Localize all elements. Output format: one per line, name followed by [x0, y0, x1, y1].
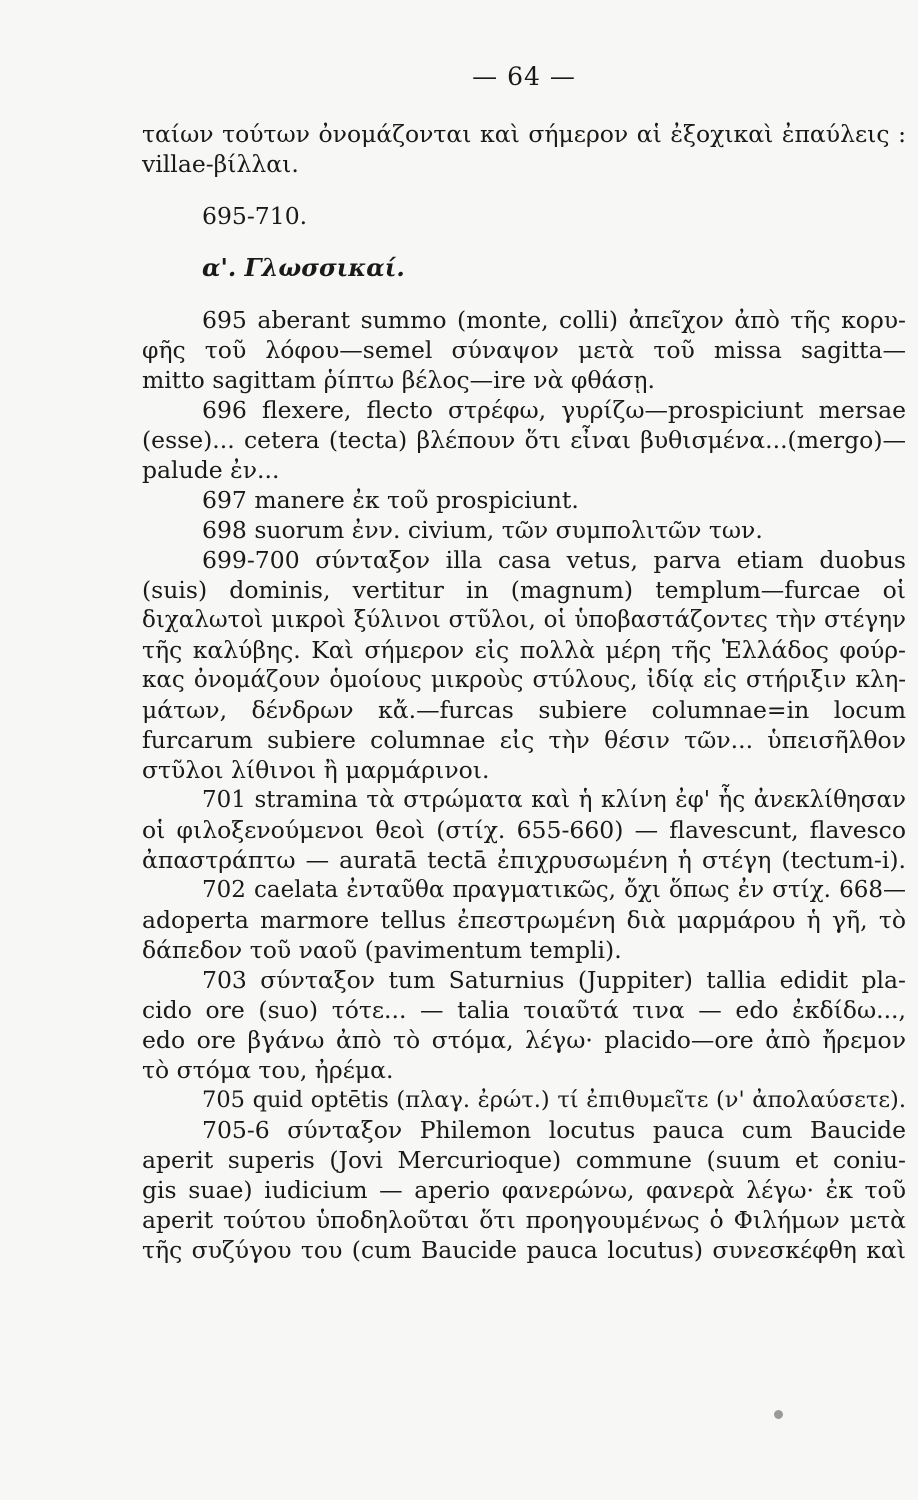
- note-line: (esse)... cetera (tecta) βλέπουν ὅτι εἶναι βυθισμένα...(mergo)—: [142, 426, 906, 454]
- note-line: 696 flexere, flecto στρέφω, γυρίζω—prospiciunt mersae: [202, 396, 906, 424]
- note-line: μάτων, δένδρων κἄ.—furcas subiere columnae=in locum: [142, 696, 906, 724]
- note-line: (suis) dominis, vertitur in (magnum) templum—furcae οἱ: [142, 576, 906, 604]
- note-line: 697 manere ἐκ τοῦ prospiciunt.: [202, 486, 579, 514]
- note-line: 701 stramina τὰ στρώματα καὶ ἡ κλίνη ἐφ' ἧς ἀνεκλίθησαν: [202, 787, 906, 813]
- text-line: ταίων τούτων ὀνομάζονται καὶ σήμερον αἱ ἐξοχικαὶ ἐπαύλεις :: [142, 120, 906, 148]
- note-line: στῦλοι λίθινοι ἢ μαρμάρινοι.: [142, 756, 490, 784]
- intro-block: [142, 119, 906, 179]
- note-line: 698 suorum ἐνν. civium, τῶν συμπολιτῶν των.: [202, 516, 763, 544]
- note-line: ἀπαστράπτω — auratā tectā ἐπιχρυσωμένη ἡ στέγη (tectum-i).: [142, 846, 906, 874]
- text-line: villae-βίλλαι.: [142, 150, 299, 178]
- note-line: 699-700 σύνταξον illa casa vetus, parva etiam duobus: [202, 546, 906, 574]
- note-line: adoperta marmore tellus ἐπεστρωμένη διὰ μαρμάρου ἡ γῆ, τὸ: [142, 906, 906, 934]
- note-line: τὸ στόμα του, ἠρέμα.: [142, 1056, 394, 1084]
- note-line: 703 σύνταξον tum Saturnius (Juppiter) tallia edidit pla-: [202, 966, 906, 994]
- note-line: 705-6 σύνταξον Philemon locutus pauca cum Baucide: [202, 1116, 906, 1144]
- note-line: δάπεδον τοῦ ναοῦ (pavimentum templi).: [142, 936, 622, 964]
- note-line: palude ἐν...: [142, 456, 280, 484]
- note-line: aperit τούτου ὑποδηλοῦται ὅτι προηγουμένως ὁ Φιλήμων μετὰ: [142, 1206, 906, 1234]
- note-line: edo ore βγάνω ἀπὸ τὸ στόμα, λέγω· placido—ore ἀπὸ ἤρεμον: [142, 1026, 906, 1054]
- note-line: mitto sagittam ῥίπτω βέλος—ire νὰ φθάσῃ.: [142, 366, 655, 394]
- section-range: 695-710.: [202, 202, 308, 230]
- note-line: cido ore (suo) τότε... — talia τοιαῦτά τινα — edo ἐκδίδω...,: [142, 996, 906, 1024]
- page-number: — 64 —: [472, 62, 576, 91]
- note-line: aperit superis (Jovi Mercurioque) commune (suum et coniu-: [142, 1146, 906, 1174]
- note-line: τῆς συζύγου του (cum Baucide pauca locutus) συνεσκέφθη καὶ: [142, 1236, 906, 1264]
- notes-block: [142, 305, 906, 1265]
- note-line: τῆς καλύβης. Καὶ σήμερον εἰς πολλὰ μέρη τῆς Ἑλλάδος φούρ-: [142, 636, 906, 664]
- note-line: furcarum subiere columnae εἰς τὴν θέσιν τῶν... ὑπεισῆλθον: [142, 726, 906, 754]
- note-line: 702 caelata ἐνταῦθα πραγματικῶς, ὄχι ὅπως ἐν στίχ. 668—: [202, 877, 906, 903]
- note-line: διχαλωτοὶ μικροὶ ξύλινοι στῦλοι, οἱ ὑποβαστάζοντες τὴν στέγην: [142, 607, 906, 633]
- note-line: φῆς τοῦ λόφου—semel σύναψον μετὰ τοῦ missa sagitta—: [142, 336, 906, 364]
- note-line: οἱ φιλοξενούμενοι θεοὶ (στίχ. 655-660) — flavescunt, flavesco: [142, 816, 906, 844]
- ink-speck: [774, 1410, 783, 1419]
- section-heading: α'. Γλωσσικαί.: [202, 253, 405, 282]
- note-line: 705 quid optētis (πλαγ. ἐρώτ.) τί ἐπιθυμεῖτε (ν' ἀπολαύσετε).: [202, 1087, 906, 1113]
- note-line: κας ὀνομάζουν ὁμοίους μικροὺς στύλους, ἰδίᾳ εἰς στήριξιν κλη-: [142, 667, 906, 693]
- note-line: 695 aberant summo (monte, colli) ἀπεῖχον ἀπὸ τῆς κορυ-: [202, 306, 906, 334]
- note-line: gis suae) iudicium — aperio φανερώνω, φανερὰ λέγω· ἐκ τοῦ: [142, 1176, 906, 1204]
